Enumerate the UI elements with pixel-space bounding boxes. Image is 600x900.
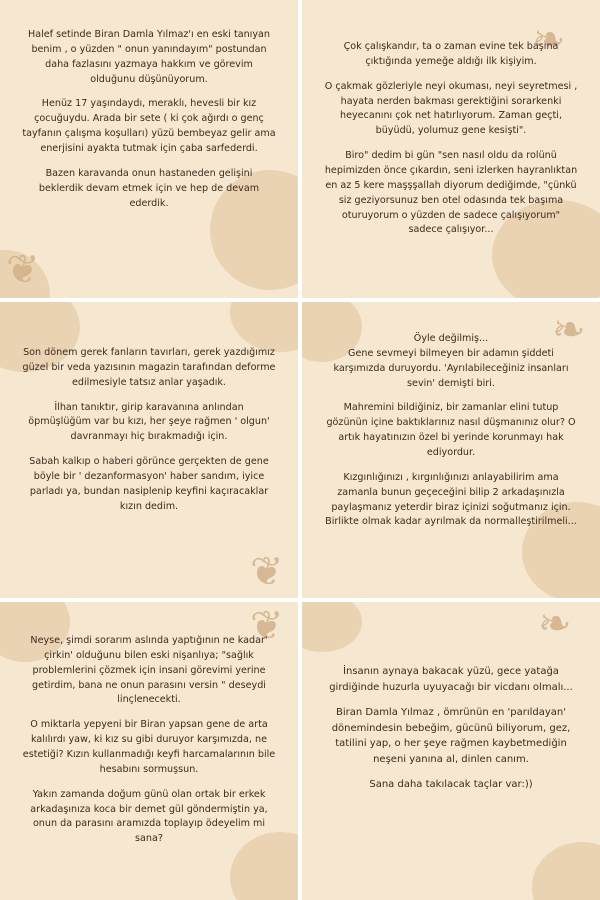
paragraph: İlhan tanıktır, girip karavanına anlından öpmüşlüğüm var bu kızı, her şeye rağmen ' olgun' davranmayı hiç bırakmadığı için. bbox=[28, 401, 270, 443]
panel-divider bbox=[298, 0, 302, 900]
leaf-decoration-icon: ❦ bbox=[250, 603, 284, 649]
panel-text bbox=[302, 40, 600, 248]
paragraph: Sana daha takılacak taçlar var:)) bbox=[369, 779, 533, 790]
paragraph: O çakmak gözleriyle neyi okuması, neyi seyretmesi , hayata nerden bakması gerektiğini sorarkenki heyecanını çok net hatırlıyorum. Zaman geçti, büyüdü, yolumuz gene kesişti". bbox=[324, 80, 578, 137]
paragraph: Mahremini bildiğiniz, bir zamanlar elini tutup gözünün içine baktıklarınız nasıl düşmanınız olur? O artık hayatınızın özel bi yerinde korunmayı hak ediyordur. bbox=[326, 402, 576, 459]
story-panel-3 bbox=[0, 302, 298, 600]
paragraph: Çok çalışkandır, ta o zaman evine tek başına çıktığında yemeğe aldığı ilk kişiyim. bbox=[343, 41, 559, 67]
leaf-decoration-icon: ❧ bbox=[532, 17, 566, 63]
panel-text bbox=[302, 664, 600, 803]
paragraph: İnsanın aynaya bakacak yüzü, gece yatağa girdiğinde huzurla uyuyacağı bir vicdanı olmalı... bbox=[329, 666, 573, 693]
paragraph: Bazen karavanda onun hastaneden gelişini beklerdik devam etmek için ve hep de devam ederdik. bbox=[38, 167, 260, 209]
leaf-decoration-icon: ❦ bbox=[6, 247, 40, 293]
decorative-blob bbox=[230, 302, 298, 352]
panel-text bbox=[0, 346, 298, 525]
paragraph: Biro" dedim bi gün "sen nasıl oldu da rolünü hepimizden önce çıkardın, seni izlerken hayranlıktan en az 5 kere maşşşallah diyorum dediğimde, "çünkü siz geziyorsunuz ben otel odasında tek başıma oturuyorum o yüzden de sadece çalışıyorum" sadece çalışıyor... bbox=[324, 150, 578, 236]
story-panel-6 bbox=[302, 602, 600, 900]
paragraph: Yakın zamanda doğum günü olan ortak bir erkek arkadaşınıza koca bir demet gül göndermiştin ya, onun da parasını aramızda toplayıp ödeyelim mi sana? bbox=[30, 788, 268, 845]
leaf-decoration-icon: ❧ bbox=[552, 307, 586, 353]
paragraph: Henüz 17 yaşındaydı, meraklı, hevesli bir kız çocuğuydu. Arada bir sete ( ki çok ağırdı o genç tayfanın çalışma koşulları) yüzü bembeyaz gelir ama enerjisini ayakta tutmak için çaba sarfederdi. bbox=[22, 98, 276, 155]
decorative-blob bbox=[302, 602, 362, 652]
paragraph: Kızgınlığınızı , kırgınlığınızı anlayabilirim ama zamanla bunun geçeceğini bilip 2 arkadaşınızla paylaşmanız yeterdir biraz içinizi soğutmanız için. Birlikte olmak kadar ayrılmak da normalleştirilmeli... bbox=[325, 471, 577, 528]
decorative-blob bbox=[532, 842, 600, 900]
paragraph: O miktarla yepyeni bir Biran yapsan gene de arta kalılırdı yaw, ki kız su gibi duruyor karşımızda, ne estetiği? Kızın kullanmadığı keyfi harcamalarının bile hesabını sormuşsun. bbox=[22, 719, 276, 775]
panel-text bbox=[0, 28, 298, 221]
story-panel-1 bbox=[0, 0, 298, 298]
panel-divider bbox=[0, 598, 600, 602]
story-panel-5 bbox=[0, 602, 298, 900]
panel-divider bbox=[0, 298, 600, 302]
story-panel-4 bbox=[302, 302, 600, 600]
leaf-decoration-icon: ❧ bbox=[538, 602, 572, 647]
paragraph: Halef setinde Biran Damla Yılmaz'ı en eski tanıyan benim , o yüzden " onun yanındayım" postundan daha fazlasını yazmaya hakkım ve görevim olduğunu düşünüyorum. bbox=[28, 29, 270, 85]
paragraph: Son dönem gerek fanların tavırları, gerek yazdığımız güzel bir veda yazısının magazin tarafından deforme edilmesiyle tatsız anlar yaşadık. bbox=[22, 347, 276, 388]
paragraph: Neyse, şimdi sorarım aslında yaptığının ne kadar' çirkin' olduğunu bilen eski nişanlıya; "sağlık problemlerini çözmek için insani görevimi yerine getirdim, bana ne onun parasını versin " deseydi linçlenecekti. bbox=[30, 635, 268, 706]
paragraph: Biran Damla Yılmaz , ömrünün en 'parıldayan' dönemindesin bebeğim, gücünü biliyorum, gez, tatilini yap, o her şeye rağmen kaybetmediğin neşeni yanına al, dinlen canım. bbox=[331, 707, 571, 765]
paragraph: Öyle değilmiş... Gene sevmeyi bilmeyen bir adamın şiddeti karşımızda duruyordu. 'Ayrılabileceğiniz insanları sevin' demişti biri. bbox=[333, 333, 569, 389]
story-panel-2 bbox=[302, 0, 600, 298]
paragraph: Sabah kalkıp o haberi görünce gerçekten de gene böyle bir ' dezanformasyon' haber sandım, iyice parladı ya, bundan nasiplenip keyfini kaçıracaklar kızın dedim. bbox=[29, 456, 269, 512]
panel-text bbox=[0, 634, 298, 857]
leaf-decoration-icon: ❦ bbox=[250, 549, 284, 595]
panel-text bbox=[302, 332, 600, 540]
